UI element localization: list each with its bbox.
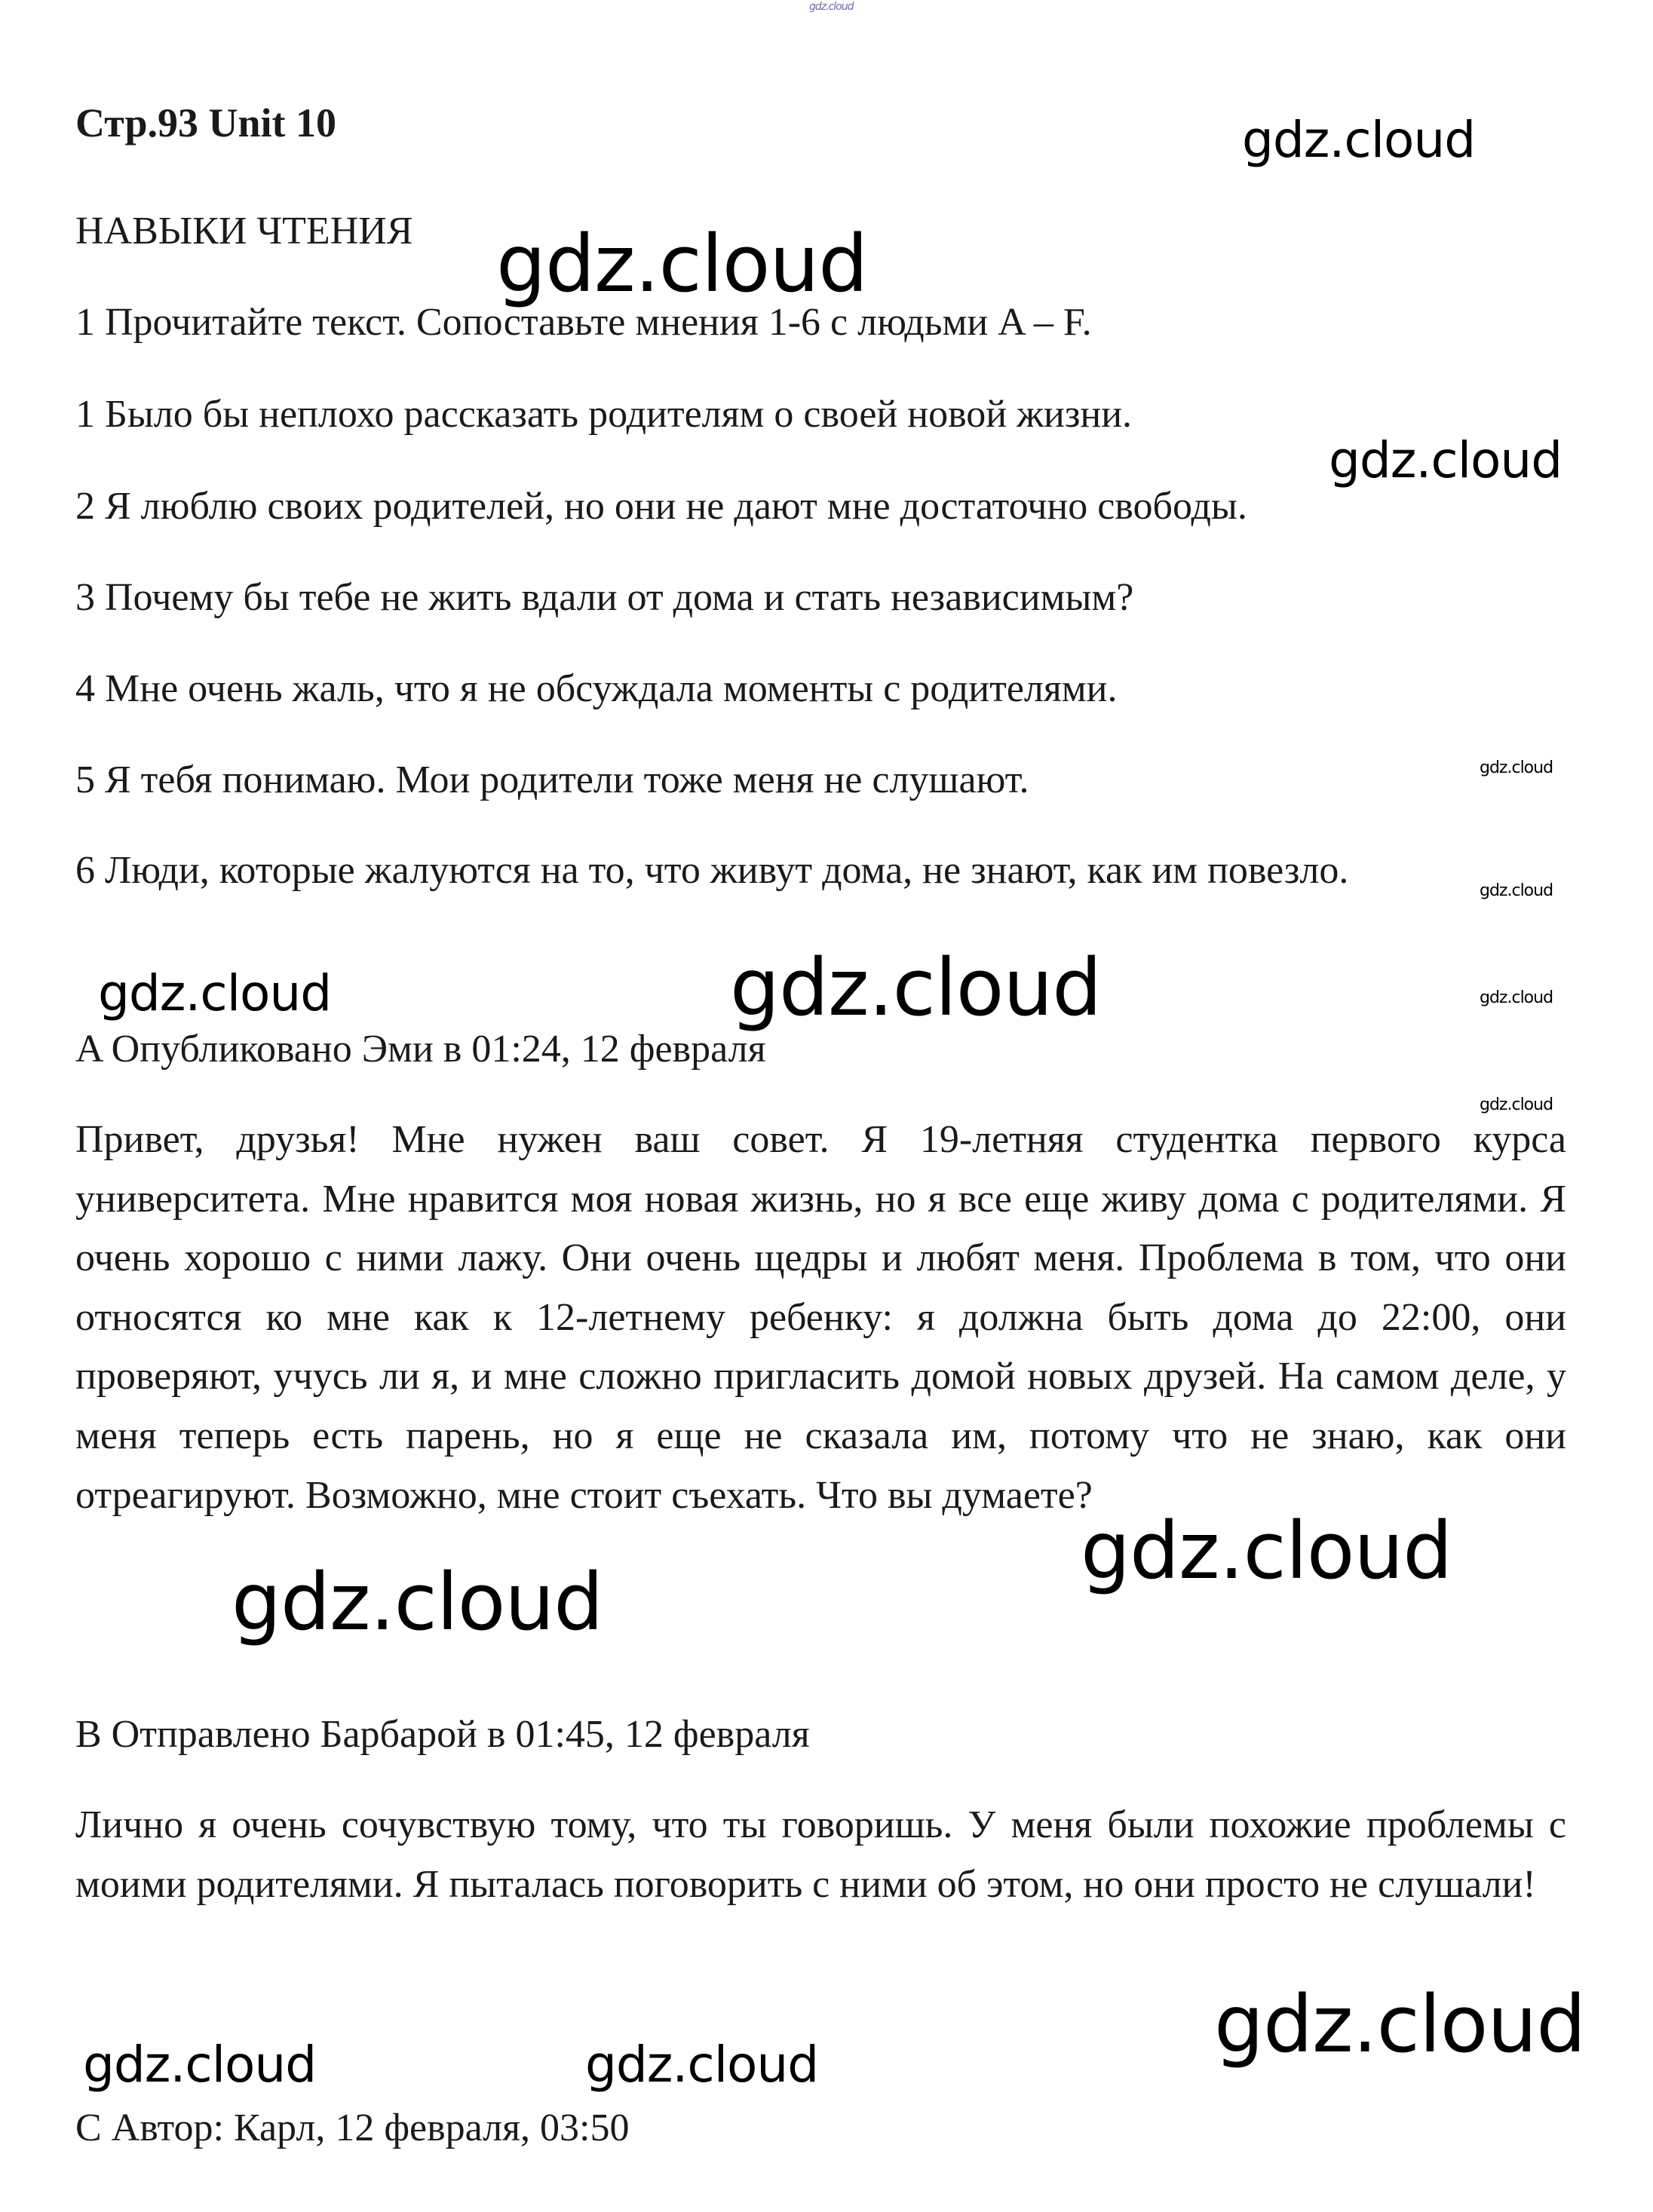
watermark: gdz.cloud xyxy=(1480,758,1553,777)
post-a-meta: A Опубликовано Эми в 01:24, 12 февраля xyxy=(75,1028,766,1071)
opinion-item: 4 Мне очень жаль, что я не обсуждала моменты с родителями. xyxy=(75,667,1118,710)
opinion-item: 2 Я люблю своих родителей, но они не дают мне достаточно свободы. xyxy=(75,485,1247,528)
watermark: gdz.cloud xyxy=(730,942,1102,1034)
opinion-item: 3 Почему бы тебе не жить вдали от дома и стать независимым? xyxy=(75,576,1134,619)
watermark: gdz.cloud xyxy=(1081,1505,1452,1597)
watermark: gdz.cloud xyxy=(1242,111,1476,169)
post-b-meta: B Отправлено Барбарой в 01:45, 12 февраля xyxy=(75,1713,810,1756)
post-a-body: Привет, друзья! Мне нужен ваш совет. Я 19-летняя студентка первого курса университета. Мне нравится моя новая жизнь, но я все еще живу дома с родителями. Я очень хорошо с ними лажу. Они очень щедры и любят меня. Проблема в том, что они относятся ко мне как к 12-летнему ребенку: я должна быть дома до 22:00, они проверяют, учусь ли я, и мне сложно пригласить домой новых друзей. На самом деле, у меня теперь есть парень, но я еще не сказала им, потому что не знаю, как они отреагируют. Возможно, мне стоит съехать. Что вы думаете? xyxy=(75,1118,1566,1517)
watermark: gdz.cloud xyxy=(1214,1978,1586,2070)
watermark: gdz.cloud xyxy=(809,1,854,13)
post-b-body: Лично я очень сочувствую тому, что ты говоришь. У меня были похожие проблемы с моими родителями. Я пыталась поговорить с ними об этом, но они просто не слушали! xyxy=(75,1803,1566,1906)
watermark: gdz.cloud xyxy=(1480,881,1553,900)
watermark: gdz.cloud xyxy=(1329,431,1563,489)
opinion-item: 1 Было бы неплохо рассказать родителям о своей новой жизни. xyxy=(75,393,1133,436)
watermark: gdz.cloud xyxy=(496,218,868,310)
task-instruction: 1 Прочитайте текст. Сопоставьте мнения 1-6 с людьми A – F. xyxy=(75,301,1092,344)
page-title: Стр.93 Unit 10 xyxy=(75,100,337,146)
watermark: gdz.cloud xyxy=(83,2036,317,2094)
opinion-item: 6 Люди, которые жалуются на то, что живут дома, не знают, как им повезло. xyxy=(75,849,1349,892)
watermark: gdz.cloud xyxy=(1480,988,1553,1007)
post-c-meta: C Автор: Карл, 12 февраля, 03:50 xyxy=(75,2106,630,2149)
opinion-item: 5 Я тебя понимаю. Мои родители тоже меня не слушают. xyxy=(75,758,1029,801)
watermark: gdz.cloud xyxy=(232,1556,603,1648)
watermark: gdz.cloud xyxy=(585,2036,819,2094)
watermark: gdz.cloud xyxy=(98,964,332,1022)
section-heading: НАВЫКИ ЧТЕНИЯ xyxy=(75,210,413,253)
watermark: gdz.cloud xyxy=(1480,1095,1553,1114)
